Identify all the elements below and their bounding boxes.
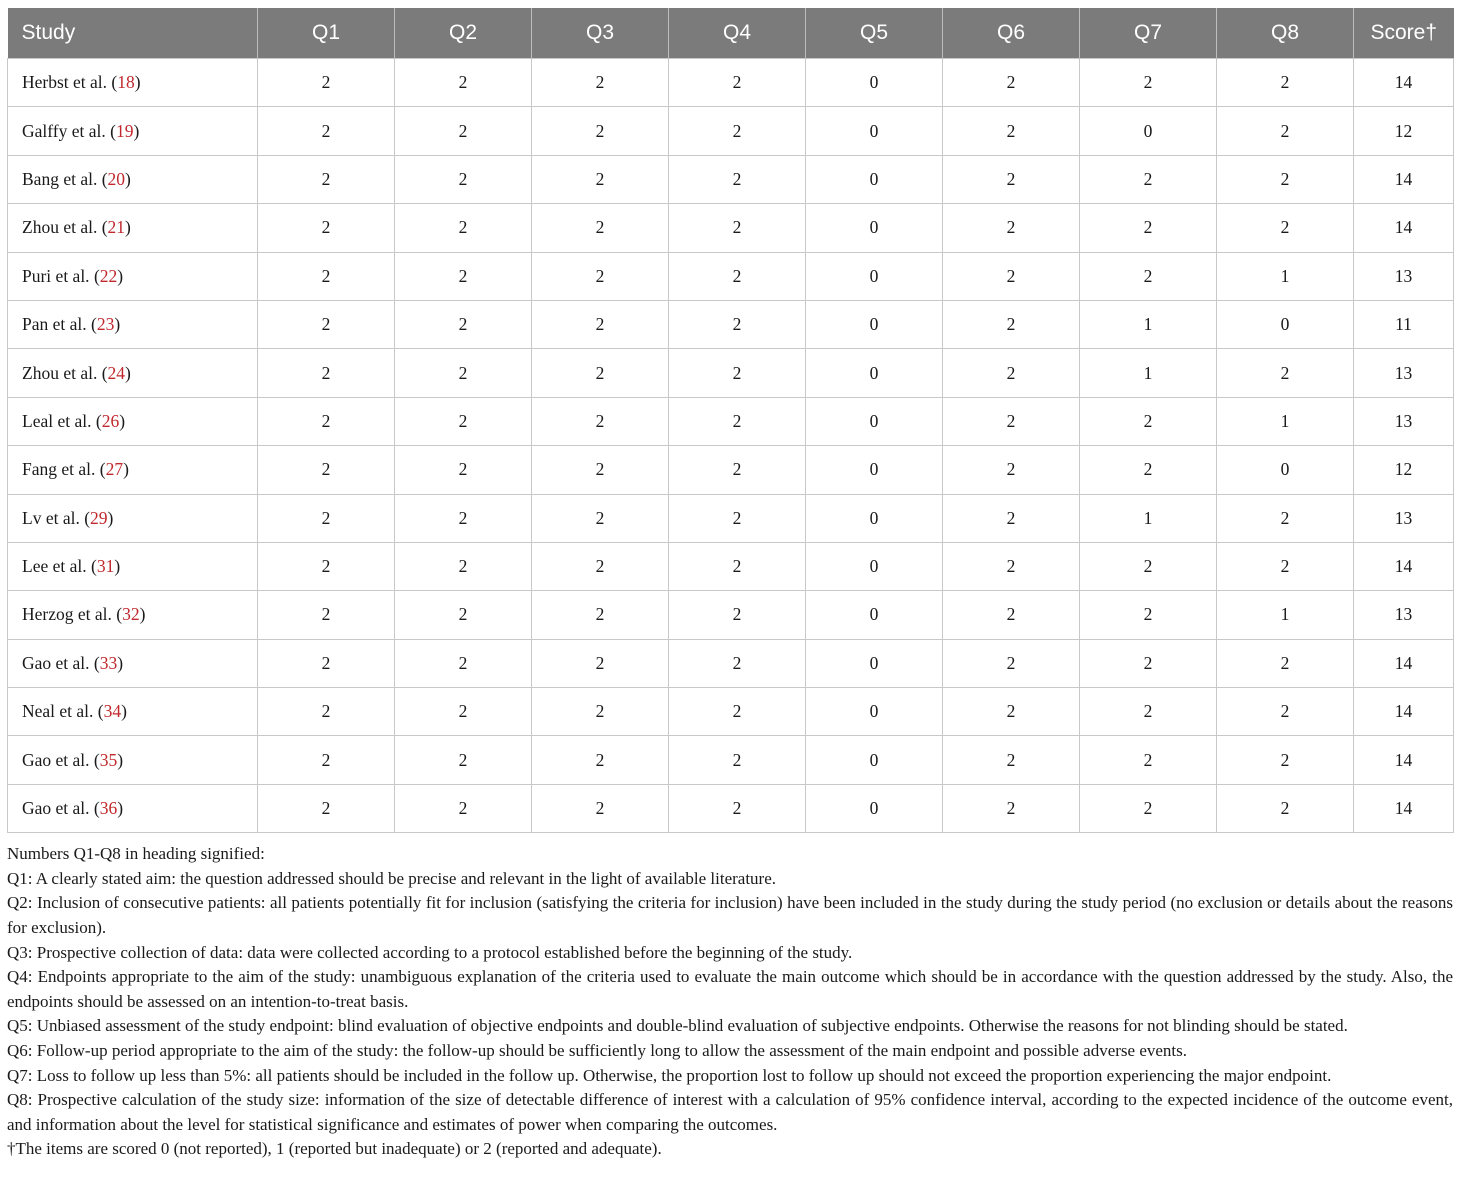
table-row xyxy=(8,639,1454,687)
q6-score-cell: 2 xyxy=(943,736,1080,784)
q7-score-cell: 2 xyxy=(1080,542,1217,590)
q1-score-cell: 2 xyxy=(258,591,395,639)
q5-score-cell: 0 xyxy=(806,591,943,639)
reference-link[interactable]: 24 xyxy=(107,362,126,383)
study-cell: Gao et al. (35) xyxy=(8,736,258,784)
q7-score-cell: 2 xyxy=(1080,155,1217,203)
column-header-q1: Q1 xyxy=(258,8,395,59)
q2-score-cell: 2 xyxy=(395,349,532,397)
q8-score-cell: 2 xyxy=(1217,107,1354,155)
column-header-q6: Q6 xyxy=(943,8,1080,59)
q8-score-cell: 0 xyxy=(1217,300,1354,348)
table-row xyxy=(8,107,1454,155)
study-cell: Bang et al. (20) xyxy=(8,155,258,203)
q7-score-cell: 2 xyxy=(1080,252,1217,300)
q4-score-cell: 2 xyxy=(669,639,806,687)
reference-link[interactable]: 27 xyxy=(105,459,124,480)
study-cell: Gao et al. (33) xyxy=(8,639,258,687)
q4-score-cell: 2 xyxy=(669,59,806,107)
study-author: Neal et al. xyxy=(22,701,94,722)
reference-link[interactable]: 32 xyxy=(122,604,140,625)
q3-score-cell: 2 xyxy=(532,155,669,203)
q6-score-cell: 2 xyxy=(943,107,1080,155)
q1-score-cell: 2 xyxy=(258,639,395,687)
reference-link[interactable]: 22 xyxy=(99,265,118,286)
reference-link[interactable]: 34 xyxy=(103,701,122,722)
q7-score-cell: 2 xyxy=(1080,639,1217,687)
q4-score-cell: 2 xyxy=(669,349,806,397)
q5-score-cell: 0 xyxy=(806,155,943,203)
q5-score-cell: 0 xyxy=(806,59,943,107)
q6-score-cell: 2 xyxy=(943,300,1080,348)
table-row xyxy=(8,542,1454,590)
q6-score-cell: 2 xyxy=(943,155,1080,203)
q2-score-cell: 2 xyxy=(395,688,532,736)
q7-score-cell: 2 xyxy=(1080,688,1217,736)
q4-score-cell: 2 xyxy=(669,204,806,252)
study-cell: Zhou et al. (21) xyxy=(8,204,258,252)
study-cell: Gao et al. (36) xyxy=(8,784,258,832)
study-author: Herzog et al. xyxy=(22,604,112,625)
study-author: Fang et al. xyxy=(22,459,96,480)
q1-score-cell: 2 xyxy=(258,446,395,494)
q6-score-cell: 2 xyxy=(943,59,1080,107)
q2-score-cell: 2 xyxy=(395,155,532,203)
footnote-q4: Q4: Endpoints appropriate to the aim of the study: unambiguous explanation of the criteria used to evaluate the main outcome which should be in accordance with the question addressed by the study. Also, the endpoints should be assessed on an intention-to-treat basis. xyxy=(7,967,1453,1011)
reference-link[interactable]: 21 xyxy=(107,217,126,238)
q6-score-cell: 2 xyxy=(943,349,1080,397)
table-row xyxy=(8,446,1454,494)
study-cell: Leal et al. (26) xyxy=(8,397,258,445)
q2-score-cell: 2 xyxy=(395,252,532,300)
q4-score-cell: 2 xyxy=(669,107,806,155)
q3-score-cell: 2 xyxy=(532,688,669,736)
q6-score-cell: 2 xyxy=(943,446,1080,494)
q4-score-cell: 2 xyxy=(669,252,806,300)
column-header-q4: Q4 xyxy=(669,8,806,59)
study-author: Pan et al. xyxy=(22,314,87,335)
table-row xyxy=(8,494,1454,542)
study-cell: Lv et al. (29) xyxy=(8,494,258,542)
q5-score-cell: 0 xyxy=(806,784,943,832)
q2-score-cell: 2 xyxy=(395,591,532,639)
column-header-q7: Q7 xyxy=(1080,8,1217,59)
q4-score-cell: 2 xyxy=(669,155,806,203)
study-cell: Herzog et al. (32) xyxy=(8,591,258,639)
q2-score-cell: 2 xyxy=(395,446,532,494)
q1-score-cell: 2 xyxy=(258,204,395,252)
q8-score-cell: 2 xyxy=(1217,688,1354,736)
column-header-q3: Q3 xyxy=(532,8,669,59)
table-row xyxy=(8,300,1454,348)
total-score-cell: 13 xyxy=(1354,252,1454,300)
q6-score-cell: 2 xyxy=(943,204,1080,252)
total-score-cell: 12 xyxy=(1354,446,1454,494)
total-score-cell: 14 xyxy=(1354,155,1454,203)
q4-score-cell: 2 xyxy=(669,446,806,494)
q6-score-cell: 2 xyxy=(943,252,1080,300)
q7-score-cell: 2 xyxy=(1080,736,1217,784)
q7-score-cell: 2 xyxy=(1080,591,1217,639)
study-author: Gao et al. xyxy=(22,798,90,819)
q7-score-cell: 1 xyxy=(1080,349,1217,397)
q2-score-cell: 2 xyxy=(395,107,532,155)
q4-score-cell: 2 xyxy=(669,300,806,348)
q2-score-cell: 2 xyxy=(395,300,532,348)
q8-score-cell: 2 xyxy=(1217,784,1354,832)
table-row xyxy=(8,349,1454,397)
total-score-cell: 14 xyxy=(1354,542,1454,590)
reference-link[interactable]: 23 xyxy=(96,314,115,335)
q3-score-cell: 2 xyxy=(532,349,669,397)
quality-assessment-document xyxy=(7,8,1453,1162)
q8-score-cell: 2 xyxy=(1217,155,1354,203)
q5-score-cell: 0 xyxy=(806,204,943,252)
q3-score-cell: 2 xyxy=(532,494,669,542)
q6-score-cell: 2 xyxy=(943,591,1080,639)
study-cell: Lee et al. (31) xyxy=(8,542,258,590)
q8-score-cell: 2 xyxy=(1217,349,1354,397)
q4-score-cell: 2 xyxy=(669,784,806,832)
q1-score-cell: 2 xyxy=(258,155,395,203)
q5-score-cell: 0 xyxy=(806,107,943,155)
study-cell: Neal et al. (34) xyxy=(8,688,258,736)
q7-score-cell: 1 xyxy=(1080,300,1217,348)
q1-score-cell: 2 xyxy=(258,397,395,445)
q8-score-cell: 2 xyxy=(1217,204,1354,252)
reference-link[interactable]: 20 xyxy=(107,168,126,189)
q8-score-cell: 2 xyxy=(1217,494,1354,542)
q6-score-cell: 2 xyxy=(943,494,1080,542)
column-header-score: Score† xyxy=(1354,8,1454,59)
q4-score-cell: 2 xyxy=(669,688,806,736)
q3-score-cell: 2 xyxy=(532,446,669,494)
q2-score-cell: 2 xyxy=(395,59,532,107)
q3-score-cell: 2 xyxy=(532,542,669,590)
q1-score-cell: 2 xyxy=(258,349,395,397)
q1-score-cell: 2 xyxy=(258,542,395,590)
table-row xyxy=(8,784,1454,832)
q3-score-cell: 2 xyxy=(532,59,669,107)
q8-score-cell: 2 xyxy=(1217,59,1354,107)
q3-score-cell: 2 xyxy=(532,300,669,348)
q5-score-cell: 0 xyxy=(806,688,943,736)
study-author: Zhou et al. xyxy=(22,217,98,238)
total-score-cell: 14 xyxy=(1354,784,1454,832)
column-header-q8: Q8 xyxy=(1217,8,1354,59)
q6-score-cell: 2 xyxy=(943,639,1080,687)
study-author: Gao et al. xyxy=(22,749,90,770)
q3-score-cell: 2 xyxy=(532,107,669,155)
q2-score-cell: 2 xyxy=(395,639,532,687)
q1-score-cell: 2 xyxy=(258,107,395,155)
table-row xyxy=(8,252,1454,300)
study-author: Puri et al. xyxy=(22,265,90,286)
reference-link[interactable]: 31 xyxy=(96,556,115,577)
q8-score-cell: 1 xyxy=(1217,252,1354,300)
q2-score-cell: 2 xyxy=(395,397,532,445)
study-author: Galffy et al. xyxy=(22,120,106,141)
study-cell: Herbst et al. (18) xyxy=(8,59,258,107)
total-score-cell: 13 xyxy=(1354,397,1454,445)
q4-score-cell: 2 xyxy=(669,591,806,639)
footnote-q8: Q8: Prospective calculation of the study size: information of the size of detectable difference of interest with a calculation of 95% confidence interval, according to the expected incidence of the outcome event, and information about the level for statistical significance and estimates of power when comparing the outcomes. xyxy=(7,1090,1453,1134)
q7-score-cell: 2 xyxy=(1080,204,1217,252)
total-score-cell: 14 xyxy=(1354,688,1454,736)
study-author: Zhou et al. xyxy=(22,362,98,383)
q5-score-cell: 0 xyxy=(806,494,943,542)
table-header-row xyxy=(8,8,1454,59)
q5-score-cell: 0 xyxy=(806,397,943,445)
q7-score-cell: 2 xyxy=(1080,784,1217,832)
q3-score-cell: 2 xyxy=(532,204,669,252)
q5-score-cell: 0 xyxy=(806,446,943,494)
q4-score-cell: 2 xyxy=(669,542,806,590)
study-cell: Zhou et al. (24) xyxy=(8,349,258,397)
q4-score-cell: 2 xyxy=(669,494,806,542)
q3-score-cell: 2 xyxy=(532,784,669,832)
study-author: Lv et al. xyxy=(22,507,80,528)
column-header-q5: Q5 xyxy=(806,8,943,59)
q4-score-cell: 2 xyxy=(669,736,806,784)
study-cell: Puri et al. (22) xyxy=(8,252,258,300)
reference-link[interactable]: 19 xyxy=(115,120,134,141)
quality-assessment-table xyxy=(7,8,1454,833)
table-footnotes xyxy=(7,842,1453,1162)
q7-score-cell: 0 xyxy=(1080,107,1217,155)
table-row xyxy=(8,204,1454,252)
q8-score-cell: 2 xyxy=(1217,542,1354,590)
q8-score-cell: 2 xyxy=(1217,639,1354,687)
q1-score-cell: 2 xyxy=(258,784,395,832)
table-row xyxy=(8,688,1454,736)
total-score-cell: 13 xyxy=(1354,494,1454,542)
column-header-q2: Q2 xyxy=(395,8,532,59)
q6-score-cell: 2 xyxy=(943,542,1080,590)
total-score-cell: 14 xyxy=(1354,736,1454,784)
footnote-q6: Q6: Follow-up period appropriate to the aim of the study: the follow-up should be sufficiently long to allow the assessment of the main endpoint and possible adverse events. xyxy=(7,1041,1188,1060)
q3-score-cell: 2 xyxy=(532,639,669,687)
q3-score-cell: 2 xyxy=(532,591,669,639)
q1-score-cell: 2 xyxy=(258,59,395,107)
total-score-cell: 14 xyxy=(1354,204,1454,252)
column-header-study: Study xyxy=(8,8,258,59)
q7-score-cell: 2 xyxy=(1080,397,1217,445)
table-row xyxy=(8,155,1454,203)
footnote-q3: Q3: Prospective collection of data: data were collected according to a protocol established before the beginning of the study. xyxy=(7,942,853,962)
q5-score-cell: 0 xyxy=(806,349,943,397)
q2-score-cell: 2 xyxy=(395,204,532,252)
footnote-scoring: †The items are scored 0 (not reported), 1 (reported but inadequate) or 2 (reported and adequate). xyxy=(7,1139,662,1159)
footnote-q2: Q2: Inclusion of consecutive patients: all patients potentially fit for inclusion (satisfying the criteria for inclusion) have been included in the study during the study period (no exclusion or details about the reasons for exclusion). xyxy=(7,893,1453,938)
q1-score-cell: 2 xyxy=(258,688,395,736)
q1-score-cell: 2 xyxy=(258,252,395,300)
study-author: Bang et al. xyxy=(22,168,98,189)
table-row xyxy=(8,59,1454,107)
q5-score-cell: 0 xyxy=(806,542,943,590)
q6-score-cell: 2 xyxy=(943,397,1080,445)
study-cell: Pan et al. (23) xyxy=(8,300,258,348)
footnote-q1: Q1: A clearly stated aim: the question addressed should be precise and relevant in the light of available literature. xyxy=(7,868,777,888)
q8-score-cell: 2 xyxy=(1217,736,1354,784)
reference-link[interactable]: 36 xyxy=(99,798,118,819)
q6-score-cell: 2 xyxy=(943,688,1080,736)
study-cell: Fang et al. (27) xyxy=(8,446,258,494)
study-author: Gao et al. xyxy=(22,652,90,673)
total-score-cell: 13 xyxy=(1354,349,1454,397)
total-score-cell: 14 xyxy=(1354,639,1454,687)
q3-score-cell: 2 xyxy=(532,736,669,784)
total-score-cell: 13 xyxy=(1354,591,1454,639)
q1-score-cell: 2 xyxy=(258,736,395,784)
reference-link[interactable]: 35 xyxy=(99,749,118,770)
footnote-q7: Q7: Loss to follow up less than 5%: all patients should be included in the follow up. Otherwise, the proportion lost to follow up should not exceed the proportion experiencing the major endpoint. xyxy=(7,1065,1332,1085)
total-score-cell: 12 xyxy=(1354,107,1454,155)
q5-score-cell: 0 xyxy=(806,736,943,784)
q8-score-cell: 1 xyxy=(1217,591,1354,639)
q5-score-cell: 0 xyxy=(806,252,943,300)
q5-score-cell: 0 xyxy=(806,300,943,348)
study-author: Leal et al. xyxy=(22,410,92,431)
study-author: Herbst et al. xyxy=(22,72,108,93)
q2-score-cell: 2 xyxy=(395,736,532,784)
q7-score-cell: 1 xyxy=(1080,494,1217,542)
q4-score-cell: 2 xyxy=(669,397,806,445)
table-row xyxy=(8,591,1454,639)
q5-score-cell: 0 xyxy=(806,639,943,687)
q8-score-cell: 1 xyxy=(1217,397,1354,445)
table-body xyxy=(8,59,1454,833)
total-score-cell: 14 xyxy=(1354,59,1454,107)
q8-score-cell: 0 xyxy=(1217,446,1354,494)
q2-score-cell: 2 xyxy=(395,784,532,832)
table-row xyxy=(8,397,1454,445)
reference-link[interactable]: 29 xyxy=(90,507,108,528)
reference-link[interactable]: 26 xyxy=(101,410,120,431)
q7-score-cell: 2 xyxy=(1080,59,1217,107)
total-score-cell: 11 xyxy=(1354,300,1454,348)
q7-score-cell: 2 xyxy=(1080,446,1217,494)
q3-score-cell: 2 xyxy=(532,397,669,445)
study-cell: Galffy et al. (19) xyxy=(8,107,258,155)
q1-score-cell: 2 xyxy=(258,494,395,542)
table-row xyxy=(8,736,1454,784)
q6-score-cell: 2 xyxy=(943,784,1080,832)
reference-link[interactable]: 18 xyxy=(117,72,135,93)
q3-score-cell: 2 xyxy=(532,252,669,300)
reference-link[interactable]: 33 xyxy=(99,652,118,673)
footnote-q5: Q5: Unbiased assessment of the study endpoint: blind evaluation of objective endpoints and double-blind evaluation of subjective endpoints. Otherwise the reasons for not blinding should be stated. xyxy=(7,1016,1348,1036)
q2-score-cell: 2 xyxy=(395,542,532,590)
footnote-intro: Numbers Q1-Q8 in heading signified: xyxy=(7,844,265,864)
q1-score-cell: 2 xyxy=(258,300,395,348)
q2-score-cell: 2 xyxy=(395,494,532,542)
study-author: Lee et al. xyxy=(22,556,87,577)
